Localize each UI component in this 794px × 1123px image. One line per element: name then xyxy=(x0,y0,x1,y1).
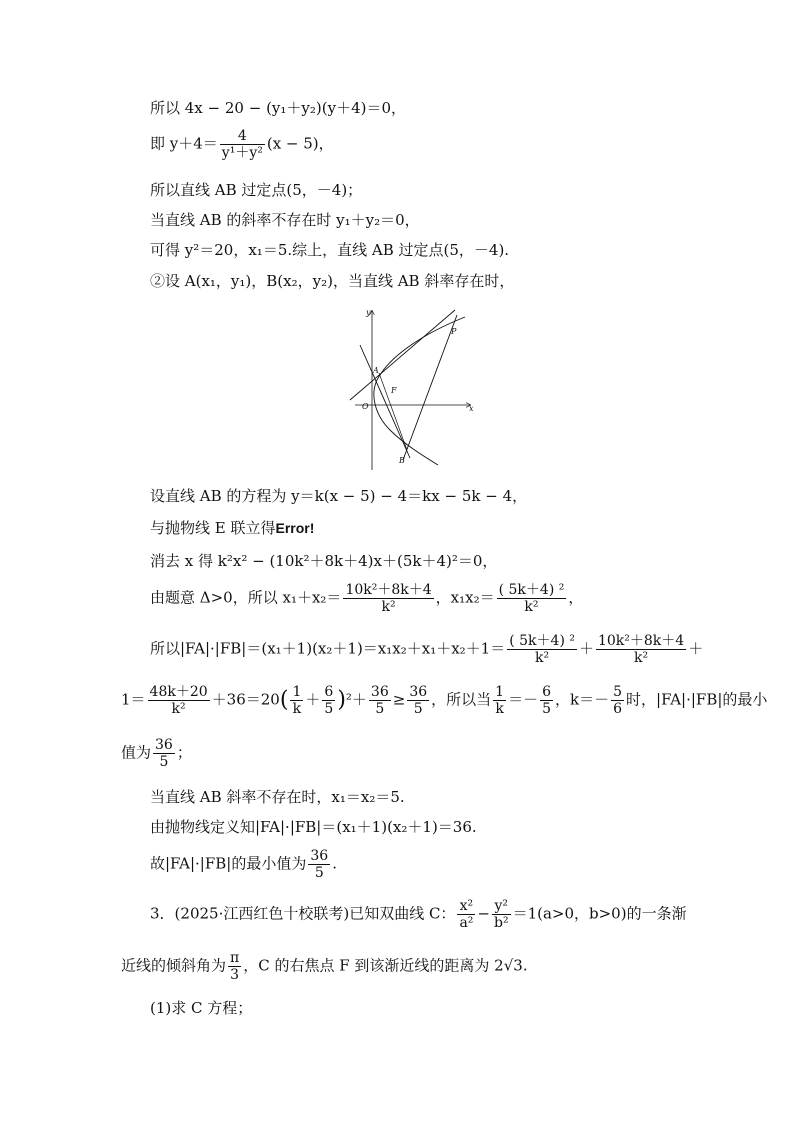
label-x: x xyxy=(469,404,474,413)
text-line: 值为 $\frac{36}{5}$ ； xyxy=(121,737,192,770)
text-line: 与抛物线 E 联立得Error! xyxy=(150,519,315,537)
text-line: 由抛物线定义知|FA|·|FB|＝(x₁＋1)(x₂＋1)＝36. xyxy=(150,818,477,836)
fraction: $\frac{1}{k}$ xyxy=(292,684,302,717)
text-line: 所以 4x − 20 − (y₁＋y₂)(y＋4)＝0， xyxy=(150,99,407,117)
text-line: 所以直线 AB 过定点(5，－4)； xyxy=(150,181,363,199)
label-p: P xyxy=(451,327,457,336)
text-line: ②设 A(x₁，y₁)，B(x₂，y₂)，当直线 AB 斜率存在时， xyxy=(150,272,515,290)
label-y: y xyxy=(366,308,371,317)
fraction: $\frac{36}{5}$ xyxy=(310,848,329,881)
text-line: 当直线 AB 的斜率不存在时 y₁＋y₂＝0， xyxy=(150,211,420,229)
fraction: $\frac{4}{\text{y¹＋y²}}$ xyxy=(221,128,263,161)
fraction: $\frac{\text{( 5k＋4) ²}}{\text{k²}}$ xyxy=(509,633,575,666)
text-line: 当直线 AB 斜率不存在时，x₁＝x₂＝5. xyxy=(150,788,405,806)
fraction: $\frac{\text{x²}}{\text{a²}}$ xyxy=(459,898,474,931)
problem-3-line: 3．(2025·江西红色十校联考)已知双曲线 C： $\frac{\text{x²}}{\text{a²}}$ − $\frac{\text{y²}}{\text{b²}}$ ＝1(a>0，b>0)的一条渐 xyxy=(150,898,687,931)
fraction: $\frac{6}{5}$ xyxy=(542,684,552,717)
line-pb xyxy=(403,315,457,460)
label-b: B xyxy=(399,456,405,465)
text-line: (1)求 C 方程； xyxy=(150,999,253,1017)
text-line: 近线的倾斜角为 $\frac{\pi}{3}$ ，C 的右焦点 F 到该渐近线的距离为 2√3. xyxy=(121,950,528,983)
label-o: O xyxy=(362,402,369,411)
line-pa xyxy=(350,310,455,400)
text-line: 故|FA|·|FB|的最小值为 $\frac{36}{5}$ . xyxy=(150,848,337,881)
error-text: Error! xyxy=(275,520,315,536)
fraction: $\frac{36}{5}$ xyxy=(409,684,428,717)
fraction: $\frac{\text{10k²＋8k＋4}}{\text{k²}}$ xyxy=(597,633,685,666)
fraction: $\frac{5}{6}$ xyxy=(613,684,623,717)
line-af xyxy=(379,373,407,450)
parabola-figure xyxy=(345,305,480,475)
fraction: $\frac{\text{10k²＋8k＋4}}{\text{k²}}$ xyxy=(345,582,432,615)
parabola-curve xyxy=(374,317,465,465)
figure-svg xyxy=(345,305,480,475)
text-line: 可得 y²＝20，x₁＝5.综上，直线 AB 过定点(5，－4). xyxy=(150,241,510,259)
fraction: $\frac{36}{5}$ xyxy=(370,684,389,717)
label-f: F xyxy=(391,386,397,395)
fraction: $\frac{\text{y²}}{\text{b²}}$ xyxy=(493,898,509,931)
text-line: 即 y＋4＝ $\frac{4}{\text{y¹＋y²}}$ (x − 5)， xyxy=(150,128,334,161)
fraction: $\frac{36}{5}$ xyxy=(155,737,173,770)
fraction: $\frac{1}{k}$ xyxy=(495,684,505,717)
fraction: $\frac{6}{5}$ xyxy=(324,684,334,717)
text-line: 由题意 Δ>0，所以 x₁＋x₂＝ $\frac{\text{10k²＋8k＋4}}{\text{k²}}$ ，x₁x₂＝ $\frac{\text{( 5k＋4) ²}}{\text{k²}}$ ， xyxy=(150,582,584,615)
fraction: $\frac{\text{( 5k＋4) ²}}{\text{k²}}$ xyxy=(498,582,565,615)
text-line: 所以|FA|·|FB|＝(x₁＋1)(x₂＋1)＝x₁x₂＋x₁＋x₂＋1＝ $\frac{\text{( 5k＋4) ²}}{\text{k²}}$ ＋ $\frac{\text{10k²＋8k＋4}}{\text{k²}}$ ＋ xyxy=(150,633,704,666)
fraction: $\frac{\pi}{3}$ xyxy=(230,950,240,983)
text-line: 消去 x 得 k²x² − (10k²＋8k＋4)x＋(5k＋4)²＝0， xyxy=(150,552,498,570)
fraction: $\frac{48k+20}{\text{k²}}$ xyxy=(149,684,208,717)
label-a: A xyxy=(373,366,379,375)
text-line: 设直线 AB 的方程为 y＝k(x − 5) − 4＝kx − 5k − 4， xyxy=(150,487,528,505)
text-line: 1＝ $\frac{48k+20}{\text{k²}}$ ＋36＝20( $\frac{1}{k}$ ＋ $\frac{6}{5}$ )²＋ $\frac{36}{5}$ ≥ $\frac{36}{5}$ ，所以当 $\frac{1}{k}$ ＝－ $\frac{6}{5}$ ，k＝－ $\frac{5}{6}$ 时，|FA|·|FB|的最小 xyxy=(121,684,768,717)
